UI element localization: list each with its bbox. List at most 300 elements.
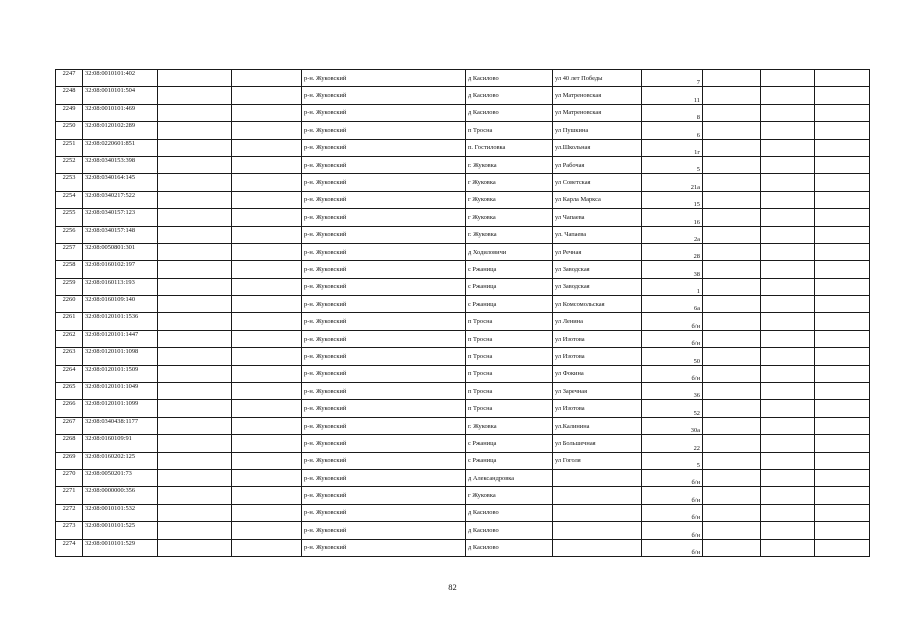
row-number-cell: 2260 (56, 296, 83, 313)
table-row (56, 522, 870, 539)
street-cell: ул Матреновская (553, 87, 642, 104)
empty-cell (158, 365, 232, 382)
empty-cell (815, 400, 870, 417)
empty-cell (158, 435, 232, 452)
row-number-cell: 2266 (56, 400, 83, 417)
empty-cell (703, 261, 761, 278)
empty-cell (232, 278, 302, 295)
empty-cell (761, 522, 815, 539)
cadastral-number-cell: 32:08:0120101:1447 (83, 330, 158, 347)
table-row (56, 139, 870, 156)
empty-cell (761, 417, 815, 434)
row-number-cell: 2258 (56, 261, 83, 278)
empty-cell (158, 174, 232, 191)
empty-cell (232, 400, 302, 417)
house-number-cell: б/н (642, 487, 703, 504)
empty-cell (815, 348, 870, 365)
locality-cell: с Ржаница (466, 278, 553, 295)
empty-cell (815, 174, 870, 191)
empty-cell (703, 452, 761, 469)
row-number-cell: 2272 (56, 504, 83, 521)
table-row (56, 452, 870, 469)
house-number-cell: б/н (642, 504, 703, 521)
empty-cell (703, 330, 761, 347)
empty-cell (761, 435, 815, 452)
locality-cell: п. Гостиловка (466, 139, 553, 156)
street-cell: ул Фокина (553, 365, 642, 382)
row-number-cell: 2267 (56, 417, 83, 434)
table-row (56, 383, 870, 400)
empty-cell (703, 539, 761, 556)
empty-cell (232, 122, 302, 139)
district-cell: р-н. Жуковский (302, 452, 466, 469)
locality-cell: д Ходиловичи (466, 243, 553, 260)
row-number-cell: 2257 (56, 243, 83, 260)
row-number-cell: 2262 (56, 330, 83, 347)
cadastral-number-cell: 32:08:0340438:1177 (83, 417, 158, 434)
table-row (56, 278, 870, 295)
empty-cell (232, 539, 302, 556)
locality-cell: г Жуковка (466, 191, 553, 208)
empty-cell (761, 330, 815, 347)
empty-cell (761, 209, 815, 226)
empty-cell (158, 330, 232, 347)
row-number-cell: 2256 (56, 226, 83, 243)
house-number-cell: б/н (642, 539, 703, 556)
empty-cell (703, 209, 761, 226)
cadastral-number-cell: 32:08:0340217:522 (83, 191, 158, 208)
empty-cell (703, 296, 761, 313)
house-number-cell: 28 (642, 243, 703, 260)
district-cell: р-н. Жуковский (302, 522, 466, 539)
empty-cell (815, 70, 870, 87)
cadastral-number-cell: 32:08:0050201:73 (83, 469, 158, 486)
table-row (56, 330, 870, 347)
house-number-cell: 8 (642, 104, 703, 121)
street-cell (553, 469, 642, 486)
house-number-cell: 7 (642, 70, 703, 87)
house-number-cell: б/н (642, 522, 703, 539)
street-cell: ул Матреновская (553, 104, 642, 121)
house-number-cell: 6 (642, 122, 703, 139)
cadastral-number-cell: 32:08:0120101:1509 (83, 365, 158, 382)
locality-cell: г. Жуковка (466, 226, 553, 243)
empty-cell (761, 469, 815, 486)
street-cell: ул Изотова (553, 400, 642, 417)
house-number-cell: 16 (642, 209, 703, 226)
empty-cell (815, 452, 870, 469)
locality-cell: д Касилово (466, 70, 553, 87)
empty-cell (158, 417, 232, 434)
row-number-cell: 2271 (56, 487, 83, 504)
empty-cell (703, 365, 761, 382)
empty-cell (232, 139, 302, 156)
district-cell: р-н. Жуковский (302, 70, 466, 87)
locality-cell: г. Жуковка (466, 156, 553, 173)
district-cell: р-н. Жуковский (302, 383, 466, 400)
locality-cell: п Тросна (466, 400, 553, 417)
house-number-cell: 22 (642, 435, 703, 452)
house-number-cell: 50 (642, 348, 703, 365)
empty-cell (815, 226, 870, 243)
row-number-cell: 2248 (56, 87, 83, 104)
cadastral-number-cell: 32:08:0220601:851 (83, 139, 158, 156)
house-number-cell: 5 (642, 452, 703, 469)
table-body (56, 70, 870, 557)
empty-cell (761, 278, 815, 295)
cadastral-number-cell: 32:08:0120102:289 (83, 122, 158, 139)
empty-cell (703, 70, 761, 87)
empty-cell (703, 435, 761, 452)
empty-cell (158, 87, 232, 104)
cadastral-number-cell: 32:08:0160109:140 (83, 296, 158, 313)
locality-cell: п Тросна (466, 348, 553, 365)
empty-cell (158, 156, 232, 173)
table-row (56, 313, 870, 330)
table-row (56, 469, 870, 486)
empty-cell (815, 539, 870, 556)
empty-cell (815, 417, 870, 434)
district-cell: р-н. Жуковский (302, 104, 466, 121)
empty-cell (232, 87, 302, 104)
locality-cell: д Касилово (466, 104, 553, 121)
cadastral-number-cell: 32:08:0000000:356 (83, 487, 158, 504)
table-row (56, 243, 870, 260)
street-cell: ул Большечная (553, 435, 642, 452)
empty-cell (232, 487, 302, 504)
house-number-cell: б/н (642, 469, 703, 486)
empty-cell (761, 348, 815, 365)
street-cell: ул 40 лет Победы (553, 70, 642, 87)
page-number: 82 (448, 582, 457, 592)
street-cell: ул Заречная (553, 383, 642, 400)
table-row (56, 435, 870, 452)
cadastral-number-cell: 32:08:0160113:193 (83, 278, 158, 295)
empty-cell (761, 261, 815, 278)
house-number-cell: б/н (642, 330, 703, 347)
empty-cell (761, 452, 815, 469)
empty-cell (761, 487, 815, 504)
row-number-cell: 2270 (56, 469, 83, 486)
street-cell: ул Чапаева (553, 209, 642, 226)
locality-cell: с Ржаница (466, 261, 553, 278)
street-cell: ул Изотова (553, 348, 642, 365)
empty-cell (158, 504, 232, 521)
empty-cell (703, 156, 761, 173)
empty-cell (761, 400, 815, 417)
empty-cell (815, 313, 870, 330)
empty-cell (815, 261, 870, 278)
empty-cell (815, 296, 870, 313)
locality-cell: п Тросна (466, 383, 553, 400)
house-number-cell: 36 (642, 383, 703, 400)
district-cell: р-н. Жуковский (302, 348, 466, 365)
house-number-cell: 5 (642, 156, 703, 173)
empty-cell (232, 261, 302, 278)
empty-cell (703, 400, 761, 417)
district-cell: р-н. Жуковский (302, 487, 466, 504)
empty-cell (703, 226, 761, 243)
empty-cell (232, 191, 302, 208)
empty-cell (232, 365, 302, 382)
empty-cell (815, 487, 870, 504)
street-cell: ул.Калинина (553, 417, 642, 434)
empty-cell (232, 243, 302, 260)
row-number-cell: 2269 (56, 452, 83, 469)
empty-cell (232, 209, 302, 226)
empty-cell (761, 226, 815, 243)
empty-cell (703, 504, 761, 521)
cadastral-number-cell: 32:08:0160109:91 (83, 435, 158, 452)
house-number-cell: б/н (642, 365, 703, 382)
empty-cell (158, 469, 232, 486)
empty-cell (761, 70, 815, 87)
empty-cell (703, 522, 761, 539)
table-row (56, 487, 870, 504)
house-number-cell: 6а (642, 296, 703, 313)
empty-cell (815, 383, 870, 400)
locality-cell: с Ржаница (466, 435, 553, 452)
table-row (56, 348, 870, 365)
district-cell: р-н. Жуковский (302, 174, 466, 191)
empty-cell (158, 539, 232, 556)
table-row (56, 261, 870, 278)
house-number-cell: 1г (642, 139, 703, 156)
empty-cell (232, 174, 302, 191)
row-number-cell: 2252 (56, 156, 83, 173)
house-number-cell: б/н (642, 313, 703, 330)
empty-cell (703, 104, 761, 121)
empty-cell (815, 156, 870, 173)
table-row (56, 87, 870, 104)
table-row (56, 365, 870, 382)
table-row (56, 296, 870, 313)
row-number-cell: 2247 (56, 70, 83, 87)
house-number-cell: 11 (642, 87, 703, 104)
empty-cell (232, 522, 302, 539)
locality-cell: д Александровка (466, 469, 553, 486)
empty-cell (815, 104, 870, 121)
table-row (56, 104, 870, 121)
cadastral-number-cell: 32:08:0120101:1098 (83, 348, 158, 365)
empty-cell (761, 174, 815, 191)
locality-cell: п Тросна (466, 365, 553, 382)
empty-cell (761, 191, 815, 208)
cadastral-number-cell: 32:08:0050801:301 (83, 243, 158, 260)
empty-cell (703, 191, 761, 208)
empty-cell (232, 156, 302, 173)
empty-cell (703, 122, 761, 139)
empty-cell (815, 522, 870, 539)
cadastral-number-cell: 32:08:0010101:532 (83, 504, 158, 521)
street-cell (553, 522, 642, 539)
empty-cell (232, 435, 302, 452)
district-cell: р-н. Жуковский (302, 539, 466, 556)
empty-cell (232, 452, 302, 469)
empty-cell (158, 226, 232, 243)
empty-cell (815, 330, 870, 347)
district-cell: р-н. Жуковский (302, 330, 466, 347)
empty-cell (158, 522, 232, 539)
empty-cell (703, 469, 761, 486)
locality-cell: д Касилово (466, 522, 553, 539)
empty-cell (815, 278, 870, 295)
street-cell (553, 487, 642, 504)
empty-cell (158, 191, 232, 208)
district-cell: р-н. Жуковский (302, 365, 466, 382)
row-number-cell: 2255 (56, 209, 83, 226)
cadastral-number-cell: 32:08:0340157:148 (83, 226, 158, 243)
street-cell: ул Гоголя (553, 452, 642, 469)
empty-cell (232, 348, 302, 365)
cadastral-number-cell: 32:08:0120101:1099 (83, 400, 158, 417)
empty-cell (232, 296, 302, 313)
empty-cell (703, 383, 761, 400)
locality-cell: д Касилово (466, 504, 553, 521)
locality-cell: г Жуковка (466, 487, 553, 504)
table-row (56, 417, 870, 434)
empty-cell (158, 348, 232, 365)
empty-cell (158, 243, 232, 260)
empty-cell (158, 209, 232, 226)
locality-cell: с Ржаница (466, 296, 553, 313)
street-cell: ул.Школьная (553, 139, 642, 156)
empty-cell (815, 209, 870, 226)
empty-cell (761, 383, 815, 400)
empty-cell (703, 139, 761, 156)
row-number-cell: 2265 (56, 383, 83, 400)
empty-cell (703, 278, 761, 295)
property-register-table (55, 69, 870, 557)
row-number-cell: 2251 (56, 139, 83, 156)
row-number-cell: 2249 (56, 104, 83, 121)
table-row (56, 191, 870, 208)
house-number-cell: 52 (642, 400, 703, 417)
row-number-cell: 2273 (56, 522, 83, 539)
row-number-cell: 2250 (56, 122, 83, 139)
empty-cell (703, 174, 761, 191)
empty-cell (815, 243, 870, 260)
district-cell: р-н. Жуковский (302, 191, 466, 208)
district-cell: р-н. Жуковский (302, 122, 466, 139)
locality-cell: п Тросна (466, 330, 553, 347)
empty-cell (703, 348, 761, 365)
empty-cell (761, 104, 815, 121)
empty-cell (761, 296, 815, 313)
empty-cell (815, 191, 870, 208)
table-row (56, 122, 870, 139)
district-cell: р-н. Жуковский (302, 400, 466, 417)
empty-cell (232, 226, 302, 243)
empty-cell (232, 330, 302, 347)
house-number-cell: 30а (642, 417, 703, 434)
locality-cell: г Жуковка (466, 174, 553, 191)
empty-cell (158, 122, 232, 139)
district-cell: р-н. Жуковский (302, 417, 466, 434)
empty-cell (158, 296, 232, 313)
house-number-cell: 2а (642, 226, 703, 243)
street-cell: ул Советская (553, 174, 642, 191)
row-number-cell: 2261 (56, 313, 83, 330)
empty-cell (703, 417, 761, 434)
empty-cell (761, 504, 815, 521)
street-cell (553, 539, 642, 556)
row-number-cell: 2259 (56, 278, 83, 295)
empty-cell (761, 313, 815, 330)
empty-cell (232, 313, 302, 330)
table-row (56, 70, 870, 87)
empty-cell (232, 104, 302, 121)
district-cell: р-н. Жуковский (302, 261, 466, 278)
locality-cell: д Касилово (466, 539, 553, 556)
empty-cell (158, 452, 232, 469)
cadastral-number-cell: 32:08:0160202:125 (83, 452, 158, 469)
house-number-cell: 38 (642, 261, 703, 278)
locality-cell: п Тросна (466, 122, 553, 139)
empty-cell (703, 487, 761, 504)
row-number-cell: 2263 (56, 348, 83, 365)
cadastral-number-cell: 32:08:0010101:402 (83, 70, 158, 87)
empty-cell (158, 104, 232, 121)
street-cell: ул Карла Маркса (553, 191, 642, 208)
empty-cell (158, 278, 232, 295)
district-cell: р-н. Жуковский (302, 87, 466, 104)
house-number-cell: 1 (642, 278, 703, 295)
district-cell: р-н. Жуковский (302, 296, 466, 313)
locality-cell: г. Жуковка (466, 417, 553, 434)
district-cell: р-н. Жуковский (302, 226, 466, 243)
empty-cell (761, 243, 815, 260)
locality-cell: п Тросна (466, 313, 553, 330)
house-number-cell: 21а (642, 174, 703, 191)
street-cell (553, 504, 642, 521)
row-number-cell: 2268 (56, 435, 83, 452)
empty-cell (703, 87, 761, 104)
street-cell: ул Рабочая (553, 156, 642, 173)
empty-cell (761, 122, 815, 139)
cadastral-number-cell: 32:08:0010101:504 (83, 87, 158, 104)
cadastral-number-cell: 32:08:0010101:525 (83, 522, 158, 539)
row-number-cell: 2253 (56, 174, 83, 191)
empty-cell (815, 469, 870, 486)
locality-cell: г Жуковка (466, 209, 553, 226)
street-cell: ул Заводская (553, 261, 642, 278)
locality-cell: д Касилово (466, 87, 553, 104)
empty-cell (761, 156, 815, 173)
empty-cell (815, 435, 870, 452)
table-row (56, 209, 870, 226)
empty-cell (158, 261, 232, 278)
empty-cell (761, 539, 815, 556)
house-number-cell: 15 (642, 191, 703, 208)
cadastral-number-cell: 32:08:0340164:145 (83, 174, 158, 191)
district-cell: р-н. Жуковский (302, 209, 466, 226)
empty-cell (761, 139, 815, 156)
empty-cell (232, 383, 302, 400)
row-number-cell: 2254 (56, 191, 83, 208)
street-cell: ул Речная (553, 243, 642, 260)
empty-cell (232, 70, 302, 87)
cadastral-number-cell: 32:08:0340157:123 (83, 209, 158, 226)
table-row (56, 400, 870, 417)
empty-cell (815, 139, 870, 156)
street-cell: ул Ленина (553, 313, 642, 330)
empty-cell (703, 243, 761, 260)
row-number-cell: 2274 (56, 539, 83, 556)
street-cell: ул Изотова (553, 330, 642, 347)
empty-cell (815, 87, 870, 104)
district-cell: р-н. Жуковский (302, 156, 466, 173)
